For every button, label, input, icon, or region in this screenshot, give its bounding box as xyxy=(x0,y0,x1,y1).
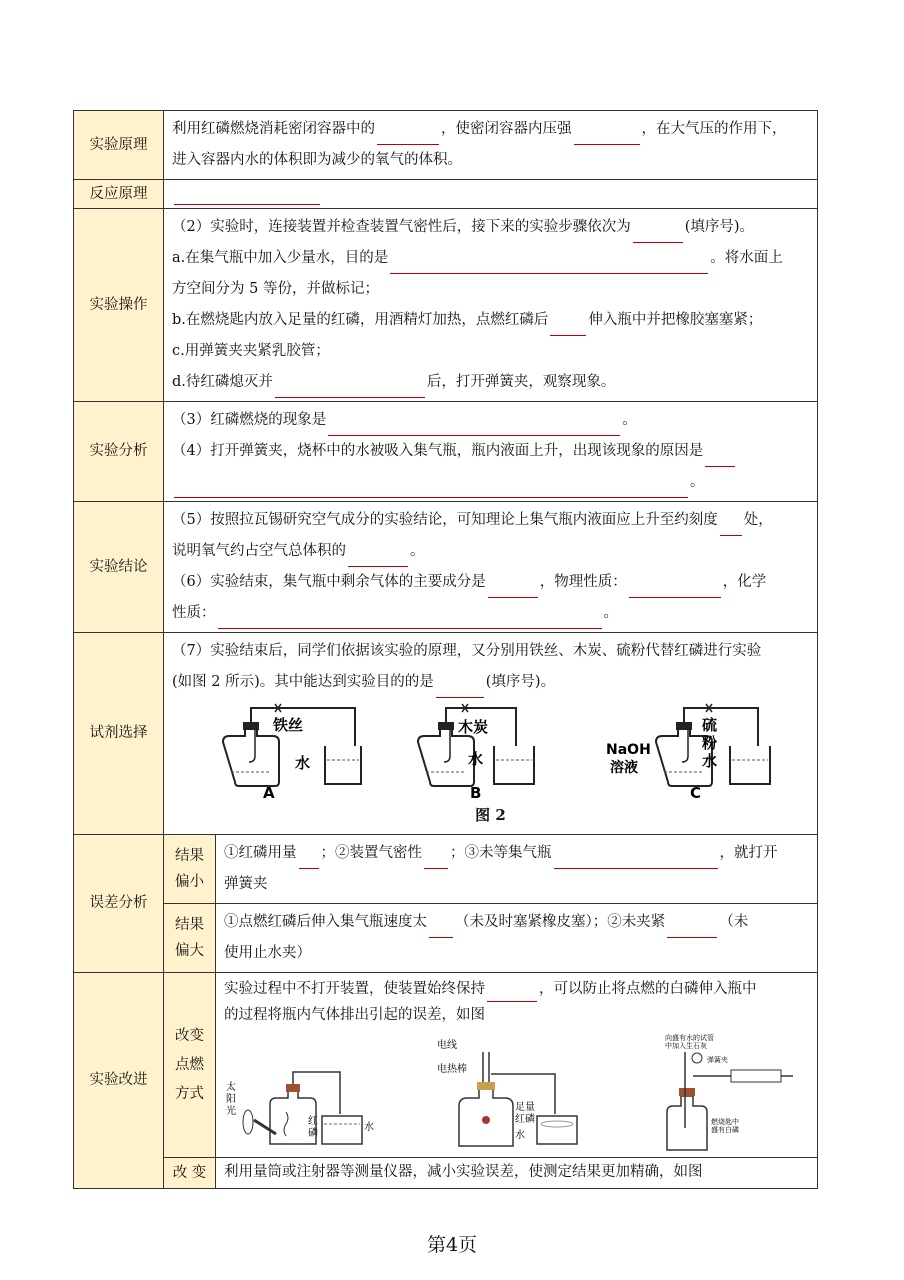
label-change-ignition: 改变点燃方式 xyxy=(164,973,216,1158)
blank[interactable] xyxy=(720,518,742,536)
text: 性质： xyxy=(172,605,216,621)
label-red-1: 红 xyxy=(308,1116,318,1127)
text: （3）红磷燃烧的现象是 xyxy=(172,412,327,428)
text: 。将水面上 xyxy=(710,250,783,266)
label-lime: 中加入生石灰 xyxy=(665,1042,707,1050)
label-sufficient: 足量 xyxy=(514,1102,535,1113)
label-conclusion: 实验结论 xyxy=(74,502,164,633)
label-c: C xyxy=(690,784,702,800)
text: 。 xyxy=(690,474,705,490)
blank[interactable] xyxy=(487,984,537,1002)
text: ①点燃红磷后伸入集气瓶速度太 xyxy=(224,914,427,930)
blank[interactable] xyxy=(390,256,708,274)
row-improve-measure xyxy=(74,1158,818,1189)
row-analysis xyxy=(74,402,818,502)
row-reagent xyxy=(74,633,818,835)
text: ，可以防止将点燃的白磷伸入瓶中 xyxy=(539,981,757,997)
blank[interactable] xyxy=(429,920,453,938)
label-operation: 实验操作 xyxy=(74,209,164,402)
text: （7）实验结束后，同学们依据该实验的原理，又分别用铁丝、木炭、硫粉代替红磷进行实验 xyxy=(172,643,762,659)
blank[interactable] xyxy=(705,449,735,467)
text: b.在燃烧匙内放入足量的红磷，用酒精灯加热，点燃红磷后 xyxy=(172,312,549,328)
label-heating-rod: 电热棒 xyxy=(436,1064,467,1075)
text: （4）打开弹簧夹，烧杯中的水被吸入集气瓶，瓶内液面上升，出现该现象的原因是 xyxy=(172,443,704,459)
label-water: 水 xyxy=(468,750,484,768)
label-water: 水 xyxy=(294,754,310,772)
label-sun-3: 光 xyxy=(226,1106,236,1117)
conclusion-text xyxy=(164,502,818,633)
label-result-high: 结果偏大 xyxy=(164,904,216,973)
label-error: 误差分析 xyxy=(74,835,164,973)
text: 进入容器内水的体积即为减少的氧气的体积。 xyxy=(172,152,462,168)
text: 。 xyxy=(410,543,425,559)
text: （6）实验结束，集气瓶中剩余气体的主要成分是 xyxy=(172,574,486,590)
blank[interactable] xyxy=(275,380,425,398)
apparatus-b xyxy=(410,702,560,800)
text: (填序号)。 xyxy=(684,219,755,235)
label-change-measure: 改 变 xyxy=(164,1158,216,1189)
row-improve-ignite xyxy=(74,973,818,1158)
improve-figures xyxy=(224,1028,809,1154)
improve-ignite-text xyxy=(216,973,818,1158)
text: (如图 2 所示)。其中能达到实验目的的是 xyxy=(172,674,434,690)
text: ；③未等集气瓶 xyxy=(450,845,552,861)
text: 。 xyxy=(622,412,637,428)
row-reaction xyxy=(74,180,818,209)
apparatus-c xyxy=(606,702,776,800)
principle-text xyxy=(164,111,818,180)
experiment-table xyxy=(73,110,818,1189)
blank[interactable] xyxy=(436,680,484,698)
page-number: 第4页 xyxy=(426,1234,478,1256)
text: ①红磷用量 xyxy=(224,845,297,861)
text: 使用止水夹） xyxy=(224,945,311,961)
label-white-p: 盛有白磷 xyxy=(711,1126,739,1134)
label-tube: 向盛有水的试管 xyxy=(665,1034,714,1042)
blank[interactable] xyxy=(667,920,717,938)
blank[interactable] xyxy=(629,580,721,598)
row-operation xyxy=(74,209,818,402)
label-reagent: 试剂选择 xyxy=(74,633,164,835)
label-sulfur-2: 粉 xyxy=(702,734,718,752)
blank[interactable] xyxy=(424,851,448,869)
improve-measure-text: 利用量筒或注射器等测量仪器，减小实验误差，使测定结果更加精确，如图 xyxy=(216,1158,818,1189)
text: （2）实验时，连接装置并检查装置气密性后，接下来的实验步骤依次为 xyxy=(172,219,631,235)
label-sulfur-1: 硫 xyxy=(702,716,718,734)
reagent-text xyxy=(164,633,818,835)
text: 。 xyxy=(603,605,618,621)
blank[interactable] xyxy=(218,611,602,629)
label-reaction: 反应原理 xyxy=(74,180,164,209)
text: ，在大气压的作用下， xyxy=(641,121,787,137)
label-red-2: 磷 xyxy=(308,1128,318,1139)
text: 实验过程中不打开装置，使装置始终保持 xyxy=(224,981,485,997)
blank[interactable] xyxy=(377,127,439,145)
text: 说明氧气约占空气总体积的 xyxy=(172,543,346,559)
text: ，使密闭容器内压强 xyxy=(441,121,572,137)
error-low-text xyxy=(216,835,818,904)
label-water: 水 xyxy=(364,1122,374,1133)
text: （未及时塞紧橡皮塞）；②未夹紧 xyxy=(455,914,666,930)
label-water: 水 xyxy=(702,752,718,770)
blank[interactable] xyxy=(550,318,586,336)
blank[interactable] xyxy=(633,225,683,243)
label-a: A xyxy=(262,784,275,800)
figure-2 xyxy=(172,698,809,800)
blank[interactable] xyxy=(299,851,319,869)
error-high-text xyxy=(216,904,818,973)
label-b: B xyxy=(470,784,482,800)
text: ，就打开 xyxy=(719,845,778,861)
operation-text xyxy=(164,209,818,402)
text: 的过程将瓶内气体排出引起的误差，如图 xyxy=(224,1007,485,1023)
label-analysis: 实验分析 xyxy=(74,402,164,502)
analysis-text xyxy=(164,402,818,502)
text: (填序号)。 xyxy=(485,674,556,690)
text: （5）按照拉瓦锡研究空气成分的实验结论，可知理论上集气瓶内液面应上升至约刻度 xyxy=(172,512,718,528)
solar-ignition-figure xyxy=(224,1032,374,1154)
text: 弹簧夹 xyxy=(224,876,268,892)
blank[interactable] xyxy=(174,187,320,205)
row-principle xyxy=(74,111,818,180)
blank[interactable] xyxy=(554,851,718,869)
text: 处， xyxy=(743,512,773,528)
figure-caption: 图 2 xyxy=(475,806,506,824)
text: 后，打开弹簧夹，观察现象。 xyxy=(426,374,616,390)
text: ，化学 xyxy=(722,574,767,590)
blank[interactable] xyxy=(348,549,408,567)
row-error-low xyxy=(74,835,818,904)
label-solution: 溶液 xyxy=(610,760,639,776)
blank[interactable] xyxy=(328,418,620,436)
label-sun-1: 太 xyxy=(226,1082,236,1093)
row-conclusion xyxy=(74,502,818,633)
label-wire: 电线 xyxy=(436,1040,457,1051)
label-water: 水 xyxy=(514,1130,525,1141)
label-sun-2: 阳 xyxy=(226,1094,236,1105)
blank[interactable] xyxy=(488,580,538,598)
text: d.待红磷熄灭并 xyxy=(172,374,273,390)
label-naoh: NaOH xyxy=(606,742,651,758)
label-red-phosphorus: 红磷 xyxy=(514,1114,535,1125)
apparatus-a xyxy=(215,702,365,800)
label-result-low: 结果偏小 xyxy=(164,835,216,904)
text: 方空间分为 5 等份，并做标记； xyxy=(172,281,379,297)
label-iron-wire: 铁丝 xyxy=(272,716,303,734)
row-error-high xyxy=(74,904,818,973)
lime-ignition-figure xyxy=(659,1032,809,1154)
text: c.用弹簧夹夹紧乳胶管； xyxy=(172,343,330,359)
label-improve: 实验改进 xyxy=(74,973,164,1189)
label-spoon: 燃烧匙中 xyxy=(711,1118,739,1126)
text: ，物理性质： xyxy=(539,574,627,590)
text: 伸入瓶中并把橡胶塞塞紧； xyxy=(588,312,763,328)
text: （未 xyxy=(719,914,749,930)
label-charcoal: 木炭 xyxy=(458,718,489,736)
blank[interactable] xyxy=(574,127,640,145)
blank[interactable] xyxy=(174,480,688,498)
text: 利用红磷燃烧消耗密闭容器中的 xyxy=(172,121,375,137)
electric-ignition-figure xyxy=(437,1032,597,1154)
label-principle: 实验原理 xyxy=(74,111,164,180)
label-clamp: 弹簧夹 xyxy=(707,1056,728,1064)
text: a.在集气瓶中加入少量水，目的是 xyxy=(172,250,389,266)
text: ；②装置气密性 xyxy=(320,845,422,861)
reaction-text xyxy=(164,180,818,209)
